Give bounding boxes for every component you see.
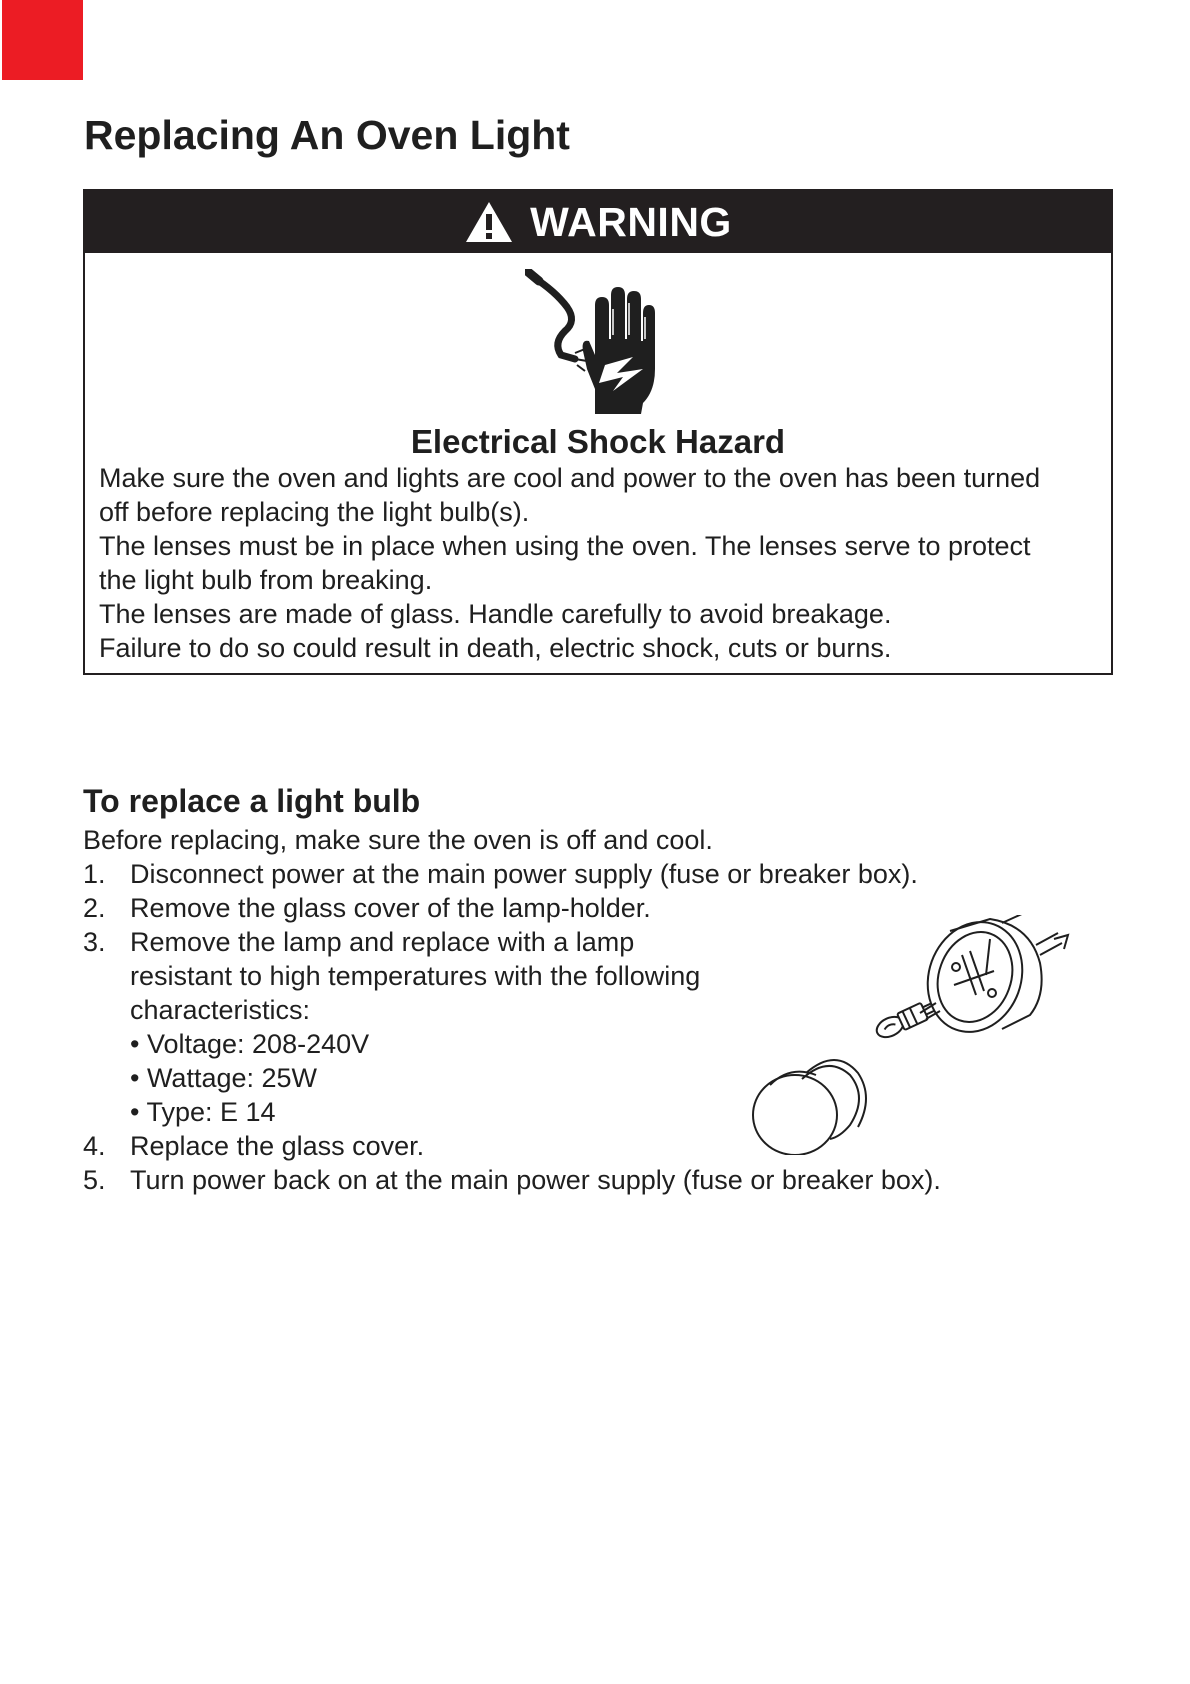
hazard-title: Electrical Shock Hazard [410, 423, 786, 460]
step-number: 2. [83, 893, 106, 923]
warning-header [85, 191, 1111, 253]
warning-text [99, 461, 1101, 665]
intro-text: Before replacing, make sure the oven is off and cool. [83, 825, 713, 855]
step-number: 1. [83, 859, 106, 889]
step-text: resistant to high temperatures with the following [130, 961, 701, 991]
warning-line: Failure to do so could result in death, electric shock, cuts or burns. [99, 633, 892, 663]
step-text: Turn power back on at the main power supply (fuse or breaker box). [130, 1165, 941, 1195]
list-item [83, 857, 1083, 891]
step-text: Remove the lamp and replace with a lamp [130, 927, 635, 957]
warning-title: WARNING [530, 198, 732, 245]
warning-line: off before replacing the light bulb(s). [99, 497, 530, 527]
warning-box [83, 189, 1113, 675]
characteristic-wattage: • Wattage: 25W [130, 1063, 318, 1093]
warning-line: the light bulb from breaking. [99, 565, 433, 595]
step-number: 4. [83, 1131, 106, 1161]
corner-tab [2, 0, 83, 80]
step-number: 5. [83, 1165, 106, 1195]
step-number: 3. [83, 927, 106, 957]
page-title: Replacing An Oven Light [84, 112, 570, 158]
warning-line: Make sure the oven and lights are cool and power to the oven has been turned [99, 463, 1041, 493]
step-text: Remove the glass cover of the lamp-holder. [130, 893, 651, 923]
step-text: Disconnect power at the main power supply (fuse or breaker box). [130, 859, 918, 889]
oven-lamp-illustration [740, 915, 1080, 1155]
warning-triangle-icon [464, 200, 514, 244]
characteristic-voltage: • Voltage: 208-240V [130, 1029, 370, 1059]
warning-line: The lenses are made of glass. Handle carefully to avoid breakage. [99, 599, 892, 629]
electrical-shock-icon [525, 269, 665, 414]
section-title: To replace a light bulb [83, 783, 421, 819]
step-text: Replace the glass cover. [130, 1131, 425, 1161]
step-text: characteristics: [130, 995, 311, 1025]
characteristic-type: • Type: E 14 [130, 1097, 276, 1127]
list-item [83, 1163, 1083, 1197]
warning-line: The lenses must be in place when using the oven. The lenses serve to protect [99, 531, 1031, 561]
